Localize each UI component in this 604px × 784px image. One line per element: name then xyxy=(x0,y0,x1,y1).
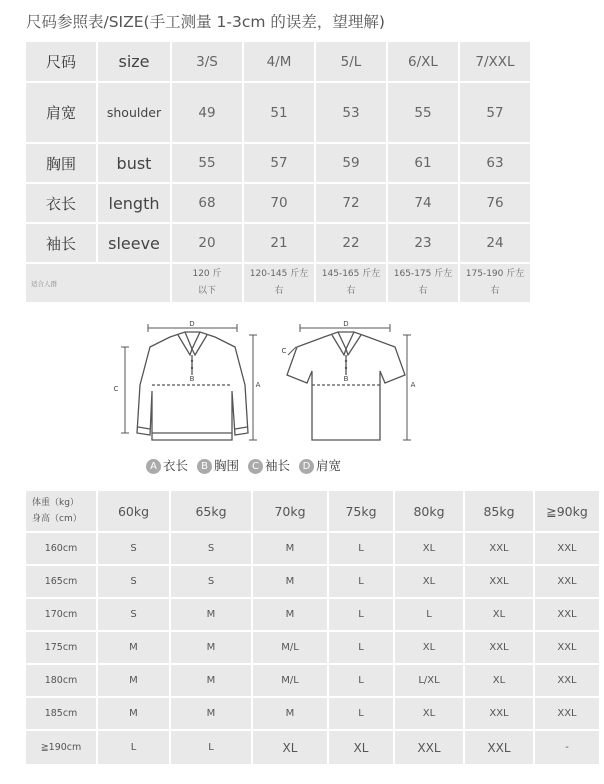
table-cell: XL xyxy=(465,665,533,696)
height-row-header: 165cm xyxy=(26,566,96,597)
legend-item xyxy=(299,458,341,473)
legend-label: 衣长 xyxy=(163,458,189,473)
table-cell: M xyxy=(253,599,327,630)
row-label-en: sleeve xyxy=(98,224,170,262)
corner-header xyxy=(26,491,96,531)
table-cell: 68 xyxy=(172,184,242,222)
table-cell: XL xyxy=(253,731,327,764)
table-cell: L xyxy=(171,731,251,764)
table-cell: L xyxy=(329,665,393,696)
table-cell: XXL xyxy=(535,533,599,564)
table-cell: L xyxy=(329,566,393,597)
table-cell: M xyxy=(98,698,169,729)
dimension-letter-b: B xyxy=(189,375,195,383)
fit-line: 145-165 斤左 xyxy=(321,269,381,279)
table-cell: 74 xyxy=(388,184,458,222)
fit-line: 右 xyxy=(346,286,356,296)
table-cell: M xyxy=(98,632,169,663)
table-cell: 61 xyxy=(388,144,458,182)
table-cell: XL xyxy=(395,566,463,597)
fit-line: 120 斤 xyxy=(192,269,222,279)
table-row xyxy=(26,491,599,531)
fit-line: 右 xyxy=(490,286,500,296)
legend-item xyxy=(197,458,239,473)
fit-cell xyxy=(172,264,242,302)
corner-height-label: 身高（cm） xyxy=(32,514,82,524)
table-cell: XXL xyxy=(395,731,463,764)
height-row-header: 175cm xyxy=(26,632,96,663)
table-cell: 49 xyxy=(172,83,242,142)
size-col-header: 3/S xyxy=(172,42,242,81)
fit-line: 以下 xyxy=(197,286,216,296)
table-cell: - xyxy=(535,731,599,764)
fit-cell xyxy=(388,264,458,302)
table-cell: M xyxy=(171,599,251,630)
legend-item xyxy=(146,458,188,473)
table-cell: XL xyxy=(395,632,463,663)
size-col-header: 5/L xyxy=(316,42,386,81)
short-sleeve-polo-illustration xyxy=(287,332,405,440)
dimension-letter-b: B xyxy=(343,375,349,383)
table-cell: L xyxy=(329,632,393,663)
table-cell: M xyxy=(253,533,327,564)
garment-measurement-diagram xyxy=(100,315,430,475)
table-cell: 24 xyxy=(460,224,530,262)
table-cell: S xyxy=(171,566,251,597)
legend-key: B xyxy=(197,459,212,474)
row-label-cn: 胸围 xyxy=(26,144,96,182)
height-row-header: 170cm xyxy=(26,599,96,630)
table-cell: S xyxy=(98,566,169,597)
size-chart-table xyxy=(24,40,532,304)
table-cell: S xyxy=(171,533,251,564)
table-cell: XXL xyxy=(465,698,533,729)
row-label-en: length xyxy=(98,184,170,222)
table-row xyxy=(26,665,599,696)
table-row xyxy=(26,42,530,81)
table-cell: M xyxy=(98,665,169,696)
weight-col-header: 80kg xyxy=(395,491,463,531)
table-row xyxy=(26,632,599,663)
table-cell: 63 xyxy=(460,144,530,182)
table-row xyxy=(26,731,599,764)
weight-col-header: 75kg xyxy=(329,491,393,531)
table-cell: 70 xyxy=(244,184,314,222)
weight-col-header: 65kg xyxy=(171,491,251,531)
table-cell: 51 xyxy=(244,83,314,142)
table-cell: 72 xyxy=(316,184,386,222)
size-recommendation-table xyxy=(24,489,601,766)
table-row xyxy=(26,533,599,564)
table-cell: L xyxy=(329,698,393,729)
table-cell: L xyxy=(329,599,393,630)
table-cell: M xyxy=(171,665,251,696)
weight-col-header: 85kg xyxy=(465,491,533,531)
fit-line: 165-175 斤左 xyxy=(393,269,453,279)
table-cell: XL xyxy=(465,599,533,630)
row-label-cn: 肩宽 xyxy=(26,83,96,142)
table-cell: 57 xyxy=(460,83,530,142)
legend-item xyxy=(248,458,290,473)
table-row xyxy=(26,599,599,630)
row-label-en: shoulder xyxy=(98,83,170,142)
long-sleeve-shirt-illustration xyxy=(137,332,248,440)
table-row xyxy=(26,83,530,142)
table-cell: M xyxy=(171,632,251,663)
row-label-cn: 衣长 xyxy=(26,184,96,222)
fit-line: 120-145 斤左 xyxy=(249,269,309,279)
table-cell: L xyxy=(98,731,169,764)
table-cell: 76 xyxy=(460,184,530,222)
fit-cell xyxy=(316,264,386,302)
table-cell: XXL xyxy=(535,566,599,597)
legend-key: C xyxy=(248,459,263,474)
table-cell: XXL xyxy=(465,566,533,597)
table-cell: 57 xyxy=(244,144,314,182)
height-row-header: 185cm xyxy=(26,698,96,729)
table-cell: 55 xyxy=(388,83,458,142)
table-cell: XXL xyxy=(535,665,599,696)
table-cell: L/XL xyxy=(395,665,463,696)
fit-label: 适合人群 xyxy=(26,264,170,302)
table-cell: M/L xyxy=(253,632,327,663)
size-header-cn: 尺码 xyxy=(26,42,96,81)
table-cell: 22 xyxy=(316,224,386,262)
legend-label: 肩宽 xyxy=(316,458,342,473)
fit-cell xyxy=(244,264,314,302)
table-row xyxy=(26,566,599,597)
table-cell: XXL xyxy=(535,599,599,630)
dimension-letter-c: C xyxy=(281,347,287,355)
table-row xyxy=(26,698,599,729)
table-cell: XL xyxy=(329,731,393,764)
weight-col-header: 70kg xyxy=(253,491,327,531)
table-cell: M xyxy=(253,698,327,729)
dimension-letter-a: A xyxy=(410,381,416,389)
corner-weight-label: 体重（kg） xyxy=(32,498,79,508)
table-cell: L xyxy=(395,599,463,630)
table-row xyxy=(26,184,530,222)
fit-cell xyxy=(460,264,530,302)
size-col-header: 7/XXL xyxy=(460,42,530,81)
size-col-header: 4/M xyxy=(244,42,314,81)
dimension-lines xyxy=(121,324,411,440)
legend-key: D xyxy=(299,459,314,474)
weight-col-header: 60kg xyxy=(98,491,169,531)
height-row-header: ≧190cm xyxy=(26,731,96,764)
height-row-header: 180cm xyxy=(26,665,96,696)
dimension-letter-a: A xyxy=(255,381,261,389)
dimension-letter-d: D xyxy=(343,320,349,328)
table-cell: XXL xyxy=(465,731,533,764)
table-cell: XXL xyxy=(535,698,599,729)
row-label-en: bust xyxy=(98,144,170,182)
table-cell: XXL xyxy=(465,533,533,564)
table-cell: S xyxy=(98,599,169,630)
row-label-cn: 袖长 xyxy=(26,224,96,262)
table-cell: XXL xyxy=(465,632,533,663)
weight-col-header: ≧90kg xyxy=(535,491,599,531)
legend-key: A xyxy=(146,459,161,474)
table-row xyxy=(26,224,530,262)
table-row xyxy=(26,264,530,302)
legend-label: 胸围 xyxy=(214,458,240,473)
height-row-header: 160cm xyxy=(26,533,96,564)
table-cell: 21 xyxy=(244,224,314,262)
table-cell: M xyxy=(171,698,251,729)
table-cell: XXL xyxy=(535,632,599,663)
table-cell: S xyxy=(98,533,169,564)
dimension-letter-d: D xyxy=(189,320,195,328)
table-cell: M xyxy=(253,566,327,597)
fit-line: 右 xyxy=(418,286,428,296)
fit-line: 175-190 斤左 xyxy=(465,269,525,279)
page-title: 尺码参照表/SIZE(手工测量 1-3cm 的误差，望理解) xyxy=(26,13,385,31)
table-cell: M/L xyxy=(253,665,327,696)
size-header-en: size xyxy=(98,42,170,81)
table-row xyxy=(26,144,530,182)
dimension-letter-c: C xyxy=(113,385,119,393)
table-cell: 23 xyxy=(388,224,458,262)
table-cell: XL xyxy=(395,698,463,729)
fit-line: 右 xyxy=(274,286,284,296)
table-cell: 20 xyxy=(172,224,242,262)
legend-label: 袖长 xyxy=(265,458,291,473)
table-cell: 53 xyxy=(316,83,386,142)
size-col-header: 6/XL xyxy=(388,42,458,81)
table-cell: XL xyxy=(395,533,463,564)
table-cell: 59 xyxy=(316,144,386,182)
table-cell: 55 xyxy=(172,144,242,182)
diagram-legend xyxy=(146,456,346,474)
table-cell: L xyxy=(329,533,393,564)
